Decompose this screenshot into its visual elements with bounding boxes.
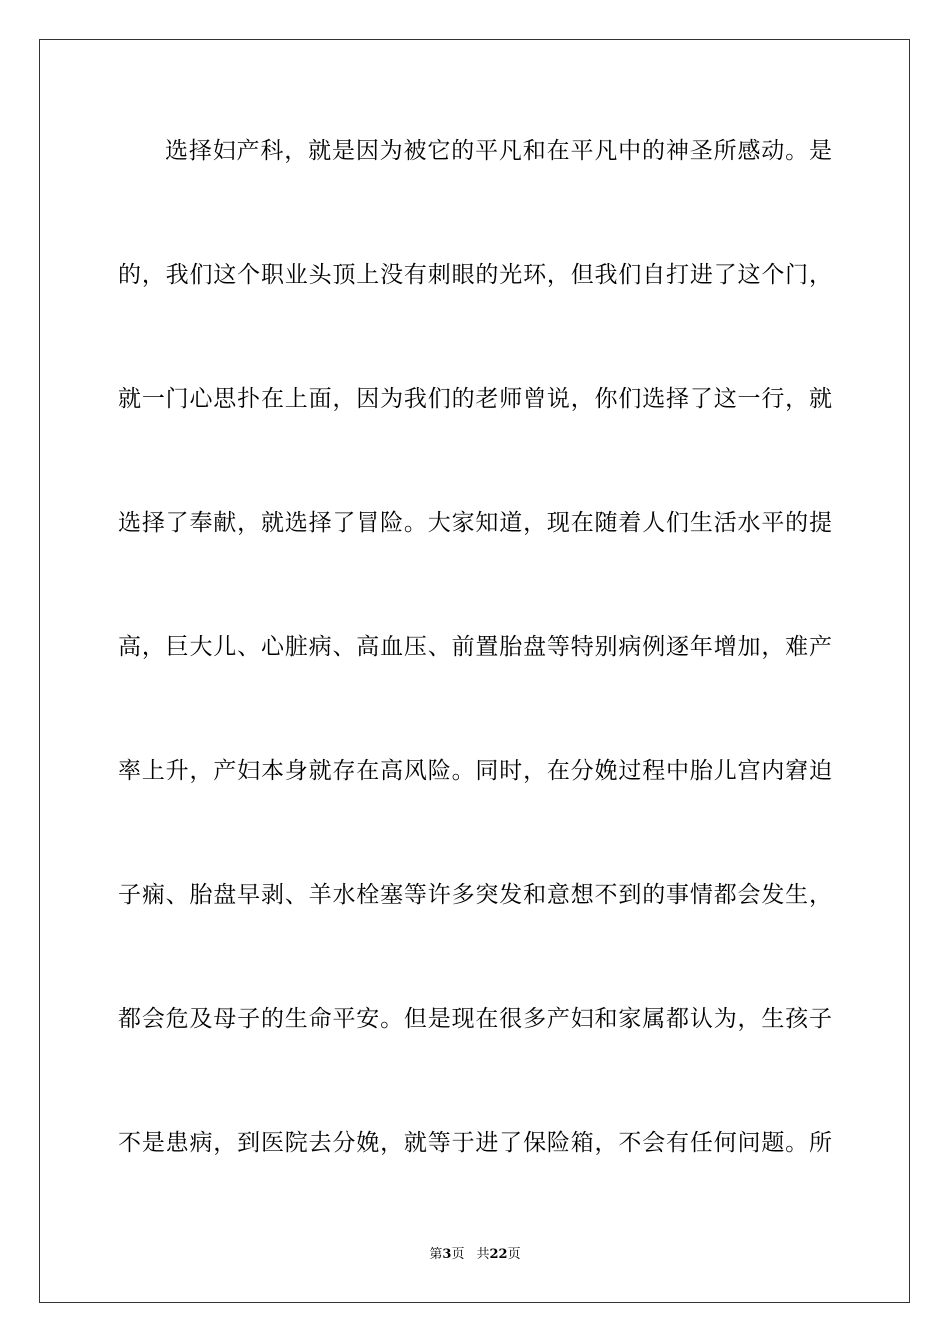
paragraph-line-1: 选择妇产科，就是因为被它的平凡和在平凡中的神圣所感动。是	[165, 138, 832, 164]
paragraph-line-6: 率上升，产妇本身就存在高风险。同时，在分娩过程中胎儿宫内窘迫	[118, 758, 832, 784]
paragraph-line-9: 不是患病，到医院去分娩，就等于进了保险箱，不会有任何问题。所	[118, 1130, 832, 1156]
page-footer	[0, 1245, 950, 1265]
page-number: 3	[442, 1247, 452, 1262]
paragraph-line-2: 的，我们这个职业头顶上没有刺眼的光环，但我们自打进了这个门，	[118, 262, 832, 288]
total-prefix: 共	[476, 1247, 490, 1262]
paragraph-line-8: 都会危及母子的生命平安。但是现在很多产妇和家属都认为，生孩子	[118, 1006, 832, 1032]
page-suffix: 页	[451, 1247, 465, 1262]
page-border	[39, 39, 910, 1303]
paragraph-line-5: 高，巨大儿、心脏病、高血压、前置胎盘等特别病例逐年增加，难产	[118, 634, 832, 660]
paragraph-line-7: 子痫、胎盘早剥、羊水栓塞等许多突发和意想不到的事情都会发生，	[118, 882, 832, 908]
paragraph-line-3: 就一门心思扑在上面，因为我们的老师曾说，你们选择了这一行，就	[118, 386, 832, 412]
total-suffix: 页	[507, 1247, 521, 1262]
total-pages: 22	[489, 1247, 508, 1262]
paragraph-line-4: 选择了奉献，就选择了冒险。大家知道，现在随着人们生活水平的提	[118, 510, 832, 536]
page-prefix: 第	[429, 1247, 443, 1262]
